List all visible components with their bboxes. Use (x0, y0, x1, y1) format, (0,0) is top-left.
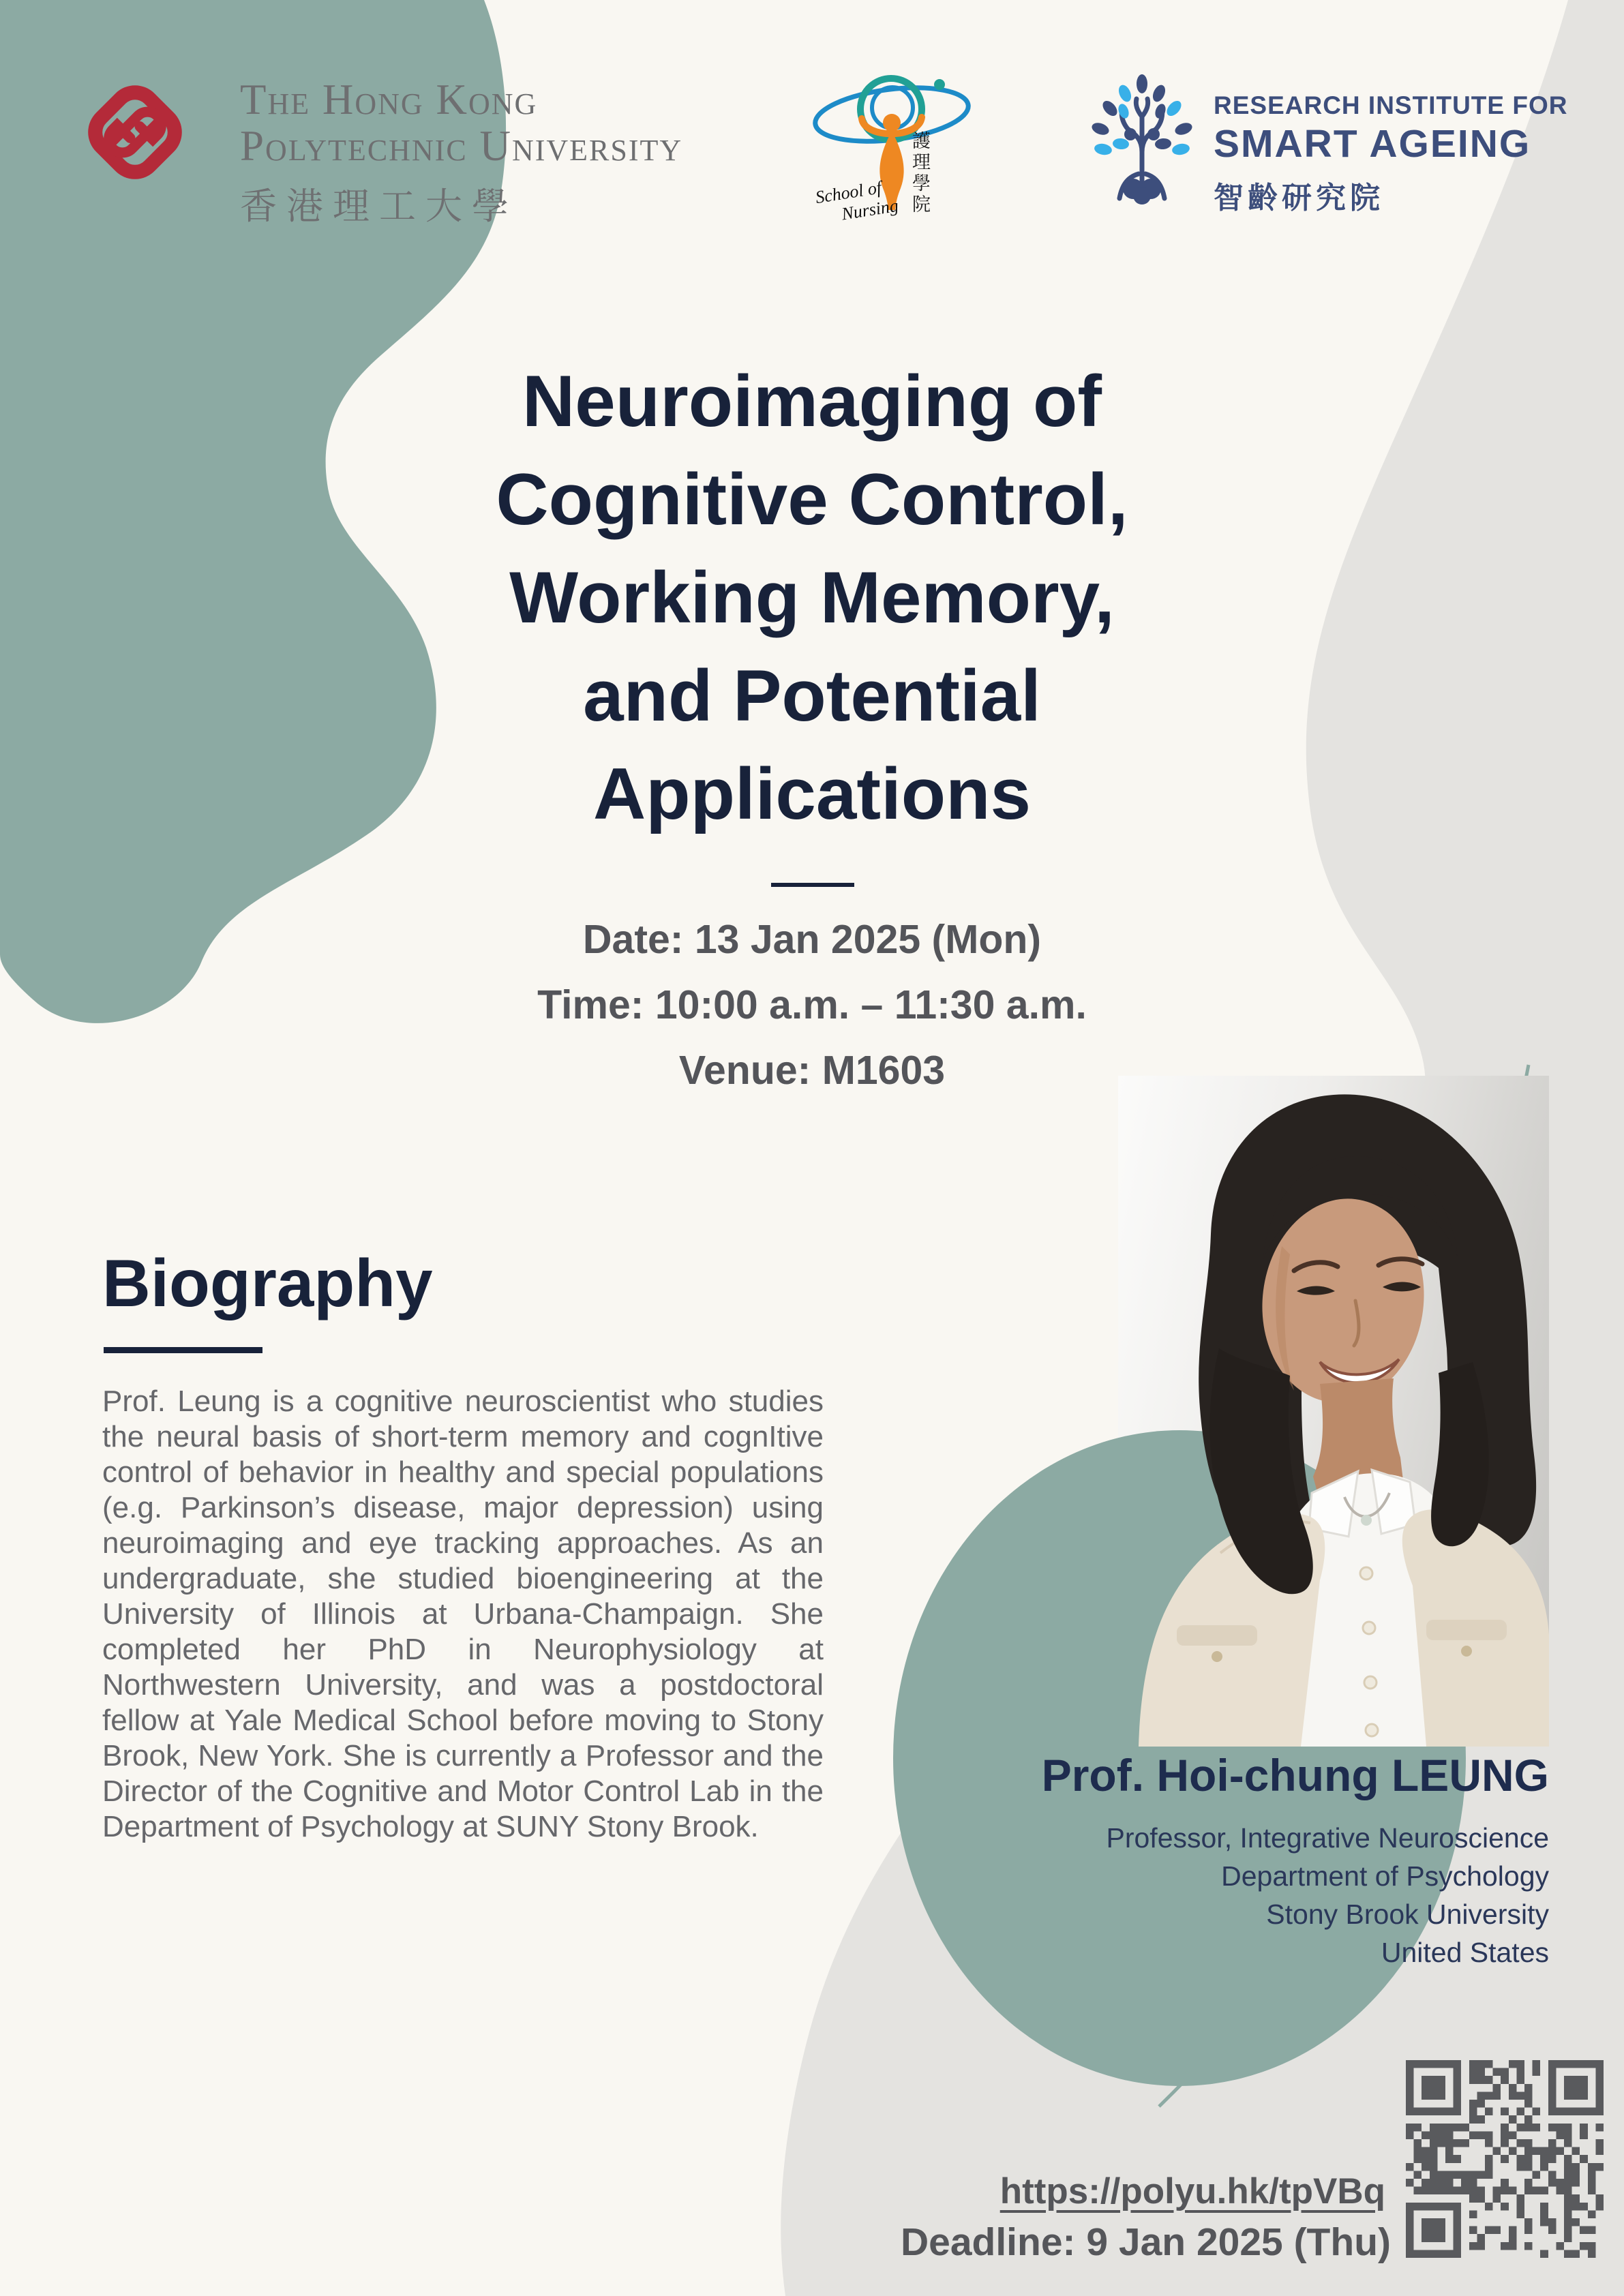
biography-underline (104, 1347, 262, 1353)
speaker-university: Stony Brook University (1266, 1899, 1549, 1930)
title-line: Working Memory, (509, 556, 1115, 638)
title-line: and Potential (583, 654, 1041, 736)
school-of-nursing-logo (811, 60, 989, 271)
nursing-cjk-char: 學 (912, 173, 931, 194)
title-line: Cognitive Control, (496, 458, 1128, 540)
nursing-cjk-char: 護 (912, 131, 931, 151)
risa-line2: SMART AGEING (1214, 122, 1531, 166)
title-line: Applications (592, 753, 1032, 834)
nursing-script-line1: School of (814, 177, 883, 208)
speaker-title: Professor, Integrative Neuroscience (1106, 1822, 1549, 1854)
risa-logo (1091, 68, 1568, 245)
polyu-name-line1: The Hong Kong (240, 76, 538, 123)
risa-tree-icon (1091, 72, 1193, 205)
event-details (0, 907, 1624, 1103)
risa-wordmark (1214, 91, 1567, 217)
registration-deadline: Deadline: 9 Jan 2025 (Thu) (900, 2220, 1391, 2264)
biography-heading: Biography (102, 1245, 433, 1320)
risa-line1: RESEARCH INSTITUTE FOR (1214, 91, 1568, 119)
polyu-chinese-name: 香港理工大學 (240, 186, 518, 227)
biography-text: Prof. Leung is a cognitive neuroscientist who studies the neural basis of short-term memory and cognItive control of behavior in healthy and special populations (e.g. Parkinson’s disease, major depression) using neuroimaging and eye tracking approaches. As an undergraduate, she studied bioengineering at the University of Illinois at Urbana-Champaign. She completed her PhD in Neurophysiology at Northwestern University, and was a postdoctoral fellow at Yale Medical School before moving to Stony Brook, New York. She is currently a Professor and the Director of the Cognitive and Motor Control Lab in the Department of Psychology at SUNY Stony Brook. (102, 1385, 824, 1843)
polyu-name-line2: Polytechnic University (240, 122, 683, 170)
polyu-logo-icon (76, 74, 194, 191)
speaker-photo (1118, 1076, 1549, 1747)
speaker-country: United States (1381, 1937, 1549, 1968)
title-divider-rule (771, 883, 854, 887)
speaker-affiliation (845, 1819, 1549, 1972)
nursing-cjk-char: 院 (912, 194, 931, 215)
title-line: Neuroimaging of (522, 360, 1102, 442)
event-time: Time: 10:00 a.m. – 11:30 a.m. (537, 982, 1087, 1027)
speaker-department: Department of Psychology (1221, 1860, 1549, 1892)
event-venue: Venue: M1603 (678, 1048, 946, 1093)
speaker-info (845, 1749, 1549, 1972)
nursing-cjk-char: 理 (912, 152, 931, 172)
registration-link[interactable] (818, 2171, 1385, 2212)
registration-url[interactable]: https://polyu.hk/tpVBq (999, 2171, 1385, 2211)
qr-code-icon (1406, 2060, 1604, 2258)
polyu-wordmark (240, 76, 682, 230)
event-date: Date: 13 Jan 2025 (Mon) (582, 917, 1042, 962)
nursing-chinese-name (912, 131, 931, 215)
speaker-name: Prof. Hoi-chung LEUNG (1041, 1750, 1549, 1800)
nursing-script-line2: Nursing (840, 195, 900, 224)
risa-chinese-name: 智齡研究院 (1214, 181, 1384, 215)
seminar-title (0, 352, 1624, 843)
